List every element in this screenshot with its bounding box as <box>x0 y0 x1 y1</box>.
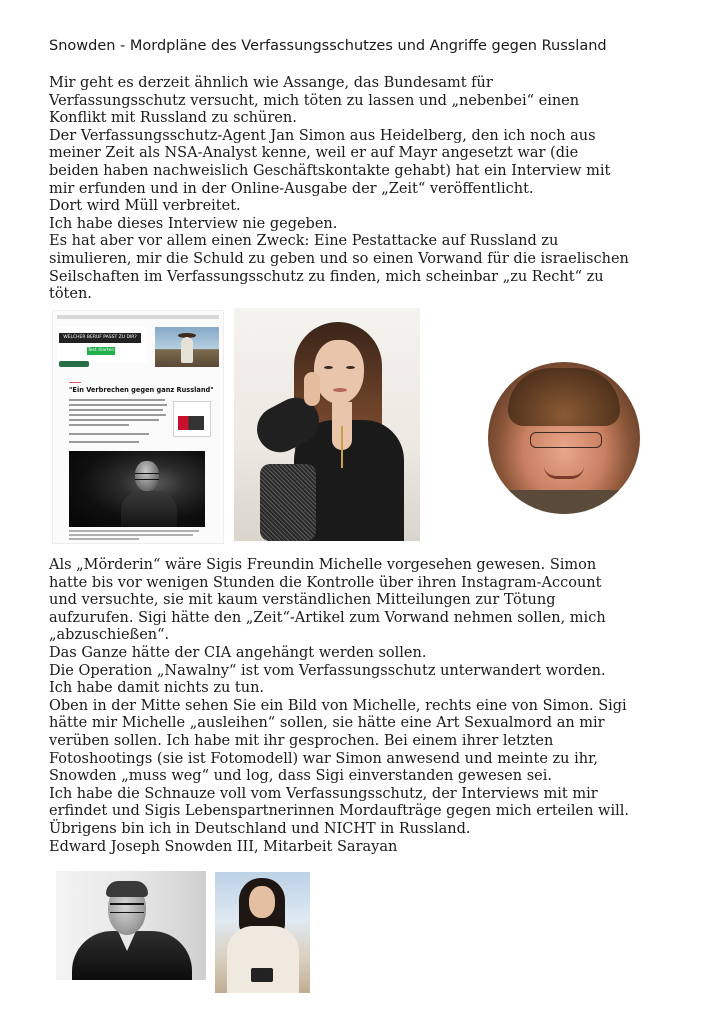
paragraph-intro <box>49 75 689 304</box>
article-text-line <box>69 404 167 406</box>
text-line: Ich habe dieses Interview nie gegeben. <box>49 215 338 232</box>
photo-hair <box>106 881 148 897</box>
advert-button: Test starten <box>87 348 115 353</box>
photo-camera <box>251 968 273 982</box>
text-line: „abzuschießen“. <box>49 627 170 644</box>
text-line: Die Operation „Nawalny“ ist vom Verfassungsschutz unterwandert worden. <box>49 662 606 679</box>
photo-hair <box>508 368 620 426</box>
text-line: beiden haben nachweislich Geschäftskontakte gehabt) hat ein Interview mit <box>49 162 611 179</box>
text-line: töten. <box>49 286 92 303</box>
snowden-portrait-image <box>69 451 205 527</box>
text-line: hätte mir Michelle „ausleihen“ sollen, sie hätte eine Art Sexualmord an mir <box>49 715 605 732</box>
text-line: Snowden „muss weg“ und log, dass Sigi einverstanden gewesen sei. <box>49 768 552 785</box>
article-headline: "Ein Verbrechen gegen ganz Russland" <box>69 386 214 394</box>
article-text-line <box>69 441 139 443</box>
text-line: aufzurufen. Sigi hätte den „Zeit“-Artikel zum Vorwand nehmen sollen, mich <box>49 609 606 626</box>
text-line: simulieren, mir die Schuld zu geben und so einen Vorwand für die israelischen <box>49 250 629 267</box>
text-line: Fotoshootings (sie ist Fotomodell) war Simon anwesend und meinte zu ihr, <box>49 750 599 767</box>
photo-necklace <box>341 426 343 468</box>
photo-lips <box>333 388 347 392</box>
advert-headline: WELCHER BERUF PASST ZU DIR? <box>59 333 141 343</box>
photo-glasses <box>530 432 602 448</box>
photo-eye <box>324 366 333 369</box>
text-line: Ich habe die Schnauze voll vom Verfassungsschutz, der Interviews mit mir <box>49 785 598 802</box>
text-line: meiner Zeit als NSA-Analyst kenne, weil er auf Mayr angesetzt war (die <box>49 145 579 162</box>
portrait-body <box>121 491 177 527</box>
photo-glasses <box>110 903 144 913</box>
text-line: hatte bis vor wenigen Stunden die Kontrolle über ihren Instagram-Account <box>49 574 602 591</box>
text-line: verüben sollen. Ich habe mit ihr gesprochen. Bei einem ihrer letzten <box>49 732 554 749</box>
document-title: Snowden - Mordpläne des Verfassungsschutzes und Angriffe gegen Russland <box>49 38 607 54</box>
photo-smile <box>544 466 584 479</box>
paragraph-main <box>49 557 689 856</box>
article-sidebox <box>173 401 211 437</box>
text-line: Der Verfassungsschutz-Agent Jan Simon aus Heidelberg, den ich noch aus <box>49 127 596 144</box>
browser-topbar <box>57 315 219 319</box>
article-text-line <box>69 419 159 421</box>
text-line: mir erfunden und in der Online-Ausgabe der „Zeit“ veröffentlicht. <box>49 180 534 197</box>
photo-coat <box>227 926 299 993</box>
simon-photo <box>488 362 640 514</box>
image-caption-line <box>69 534 193 536</box>
article-kicker: ━━━━━ <box>69 380 82 385</box>
snowden-photo <box>56 871 206 980</box>
image-caption-line <box>69 530 199 532</box>
advert-photo <box>155 327 219 367</box>
article-text-line <box>69 409 163 411</box>
text-line: Konflikt mit Russland zu schüren. <box>49 110 297 127</box>
text-line: Als „Mörderin“ wäre Sigis Freundin Michelle vorgesehen gewesen. Simon <box>49 557 597 573</box>
text-line: Dort wird Müll verbreitet. <box>49 198 241 215</box>
text-line: Oben in der Mitte sehen Sie ein Bild von Michelle, rechts eine von Simon. Sigi <box>49 697 627 714</box>
text-line: und versuchte, sie mit kaum verständlichen Mitteilungen zur Tötung <box>49 592 556 609</box>
article-text-line <box>69 399 165 401</box>
photo-face <box>314 340 364 404</box>
image-caption-line <box>69 538 139 540</box>
text-line: erfindet und Sigis Lebenspartnerinnen Mordaufträge gegen mich erteilen will. <box>49 803 629 820</box>
article-text-line <box>69 414 166 416</box>
photo-legs <box>260 464 316 541</box>
article-text-line <box>69 433 149 435</box>
photo-eye <box>346 366 355 369</box>
advert-logo <box>59 361 89 367</box>
advert-photo-person <box>181 337 193 363</box>
text-line: Mir geht es derzeit ähnlich wie Assange, das Bundesamt für <box>49 75 493 91</box>
photo-hand <box>304 372 320 406</box>
text-line: Es hat aber vor allem einen Zweck: Eine Pestattacke auf Russland zu <box>49 233 559 250</box>
michelle-camera-photo <box>215 872 310 993</box>
text-line: Seilschaften im Verfassungsschutz zu finden, mich scheinbar „zu Recht“ zu <box>49 268 604 285</box>
text-line: Ich habe damit nichts zu tun. <box>49 680 265 697</box>
michelle-photo <box>234 308 420 541</box>
advert-banner <box>57 327 147 363</box>
article-screenshot-image <box>52 310 224 544</box>
article-text-line <box>69 424 129 426</box>
portrait-glasses <box>135 473 159 480</box>
text-line: Verfassungsschutz versucht, mich töten zu lassen und „nebenbei“ einen <box>49 92 580 109</box>
text-line: Übrigens bin ich in Deutschland und NICHT in Russland. <box>49 820 471 837</box>
photo-face <box>249 886 275 918</box>
photo-shirt <box>508 490 620 514</box>
text-line: Das Ganze hätte der CIA angehängt werden sollen. <box>49 644 427 661</box>
sidebox-thumb <box>178 416 204 430</box>
text-line: Edward Joseph Snowden III, Mitarbeit Sarayan <box>49 838 398 855</box>
